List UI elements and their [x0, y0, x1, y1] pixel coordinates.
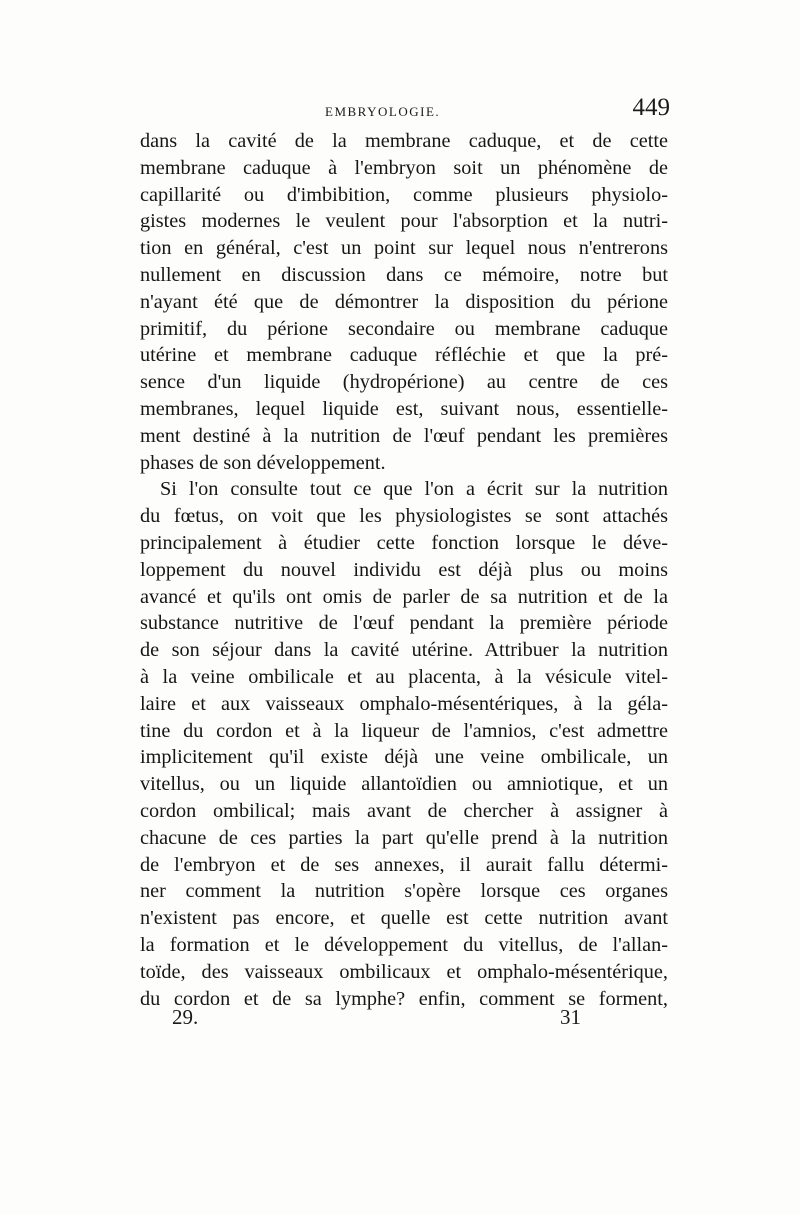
text-line: du fœtus, on voit que les physiologistes se sont attachés [140, 505, 668, 528]
text-line: laire et aux vaisseaux omphalo-mésentériques, à la géla- [140, 692, 668, 715]
text-line: la formation et le développement du vitellus, de l'allan- [140, 933, 668, 956]
text-line: avancé et qu'ils ont omis de parler de sa nutrition et de la [140, 585, 668, 608]
text-line: toïde, des vaisseaux ombilicaux et omphalo-mésentérique, [140, 960, 668, 983]
text-line: membranes, lequel liquide est, suivant nous, essentielle- [140, 397, 668, 420]
text-line: cordon ombilical; mais avant de chercher à assigner à [140, 799, 668, 822]
text-line: chacune de ces parties la part qu'elle prend à la nutrition [140, 826, 668, 849]
signature-mark: 29. [172, 1005, 199, 1029]
text-line: membrane caduque à l'embryon soit un phénomène de [140, 156, 668, 179]
text-line: de l'embryon et de ses annexes, il aurait fallu détermi- [140, 853, 668, 876]
text-line: primitif, du périone secondaire ou membrane caduque [140, 317, 668, 340]
text-line: phases de son développement. [140, 451, 386, 474]
text-line: dans la cavité de la membrane caduque, et de cette [140, 130, 668, 152]
text-line: à la veine ombilicale et au placenta, à la vésicule vitel- [140, 665, 668, 688]
text-line: implicitement qu'il existe déjà une veine ombilicale, un [140, 746, 668, 769]
text-line: n'existent pas encore, et quelle est cette nutrition avant [140, 907, 668, 930]
text-line: utérine et membrane caduque réfléchie et que la pré- [140, 344, 668, 367]
signature-number: 31 [560, 1005, 581, 1029]
text-line: du cordon et de sa lymphe? enfin, comment se forment, [140, 987, 668, 1010]
text-line: Si l'on consulte tout ce que l'on a écrit sur la nutrition [160, 478, 668, 501]
page-footer [140, 1005, 668, 1035]
text-line: de son séjour dans la cavité utérine. Attribuer la nutrition [140, 639, 668, 662]
text-line: substance nutritive de l'œuf pendant la première période [140, 612, 668, 635]
text-line: principalement à étudier cette fonction lorsque le déve- [140, 531, 668, 554]
text-line: ner comment la nutrition s'opère lorsque ces organes [140, 880, 668, 903]
running-head [140, 96, 680, 126]
text-line: vitellus, ou un liquide allantoïdien ou amniotique, et un [140, 773, 668, 796]
text-line: tine du cordon et à la liqueur de l'amnios, c'est admettre [140, 719, 668, 742]
text-line: loppement du nouvel individu est déjà plus ou moins [140, 558, 668, 581]
text-line: tion en général, c'est un point sur lequel nous n'entrerons [140, 237, 668, 260]
text-line: ment destiné à la nutrition de l'œuf pendant les premières [140, 424, 668, 447]
page-number: 449 [632, 94, 670, 121]
text-line: n'ayant été que de démontrer la disposition du périone [140, 290, 668, 313]
text-line: capillarité ou d'imbibition, comme plusieurs physiolo- [140, 183, 668, 206]
text-line: sence d'un liquide (hydropérione) au centre de ces [140, 371, 668, 394]
text-line: nullement en discussion dans ce mémoire, notre but [140, 263, 668, 286]
running-title: EMBRYOLOGIE. [325, 104, 441, 119]
body-text [140, 128, 668, 1012]
text-line: gistes modernes le veulent pour l'absorption et la nutri- [140, 210, 668, 233]
